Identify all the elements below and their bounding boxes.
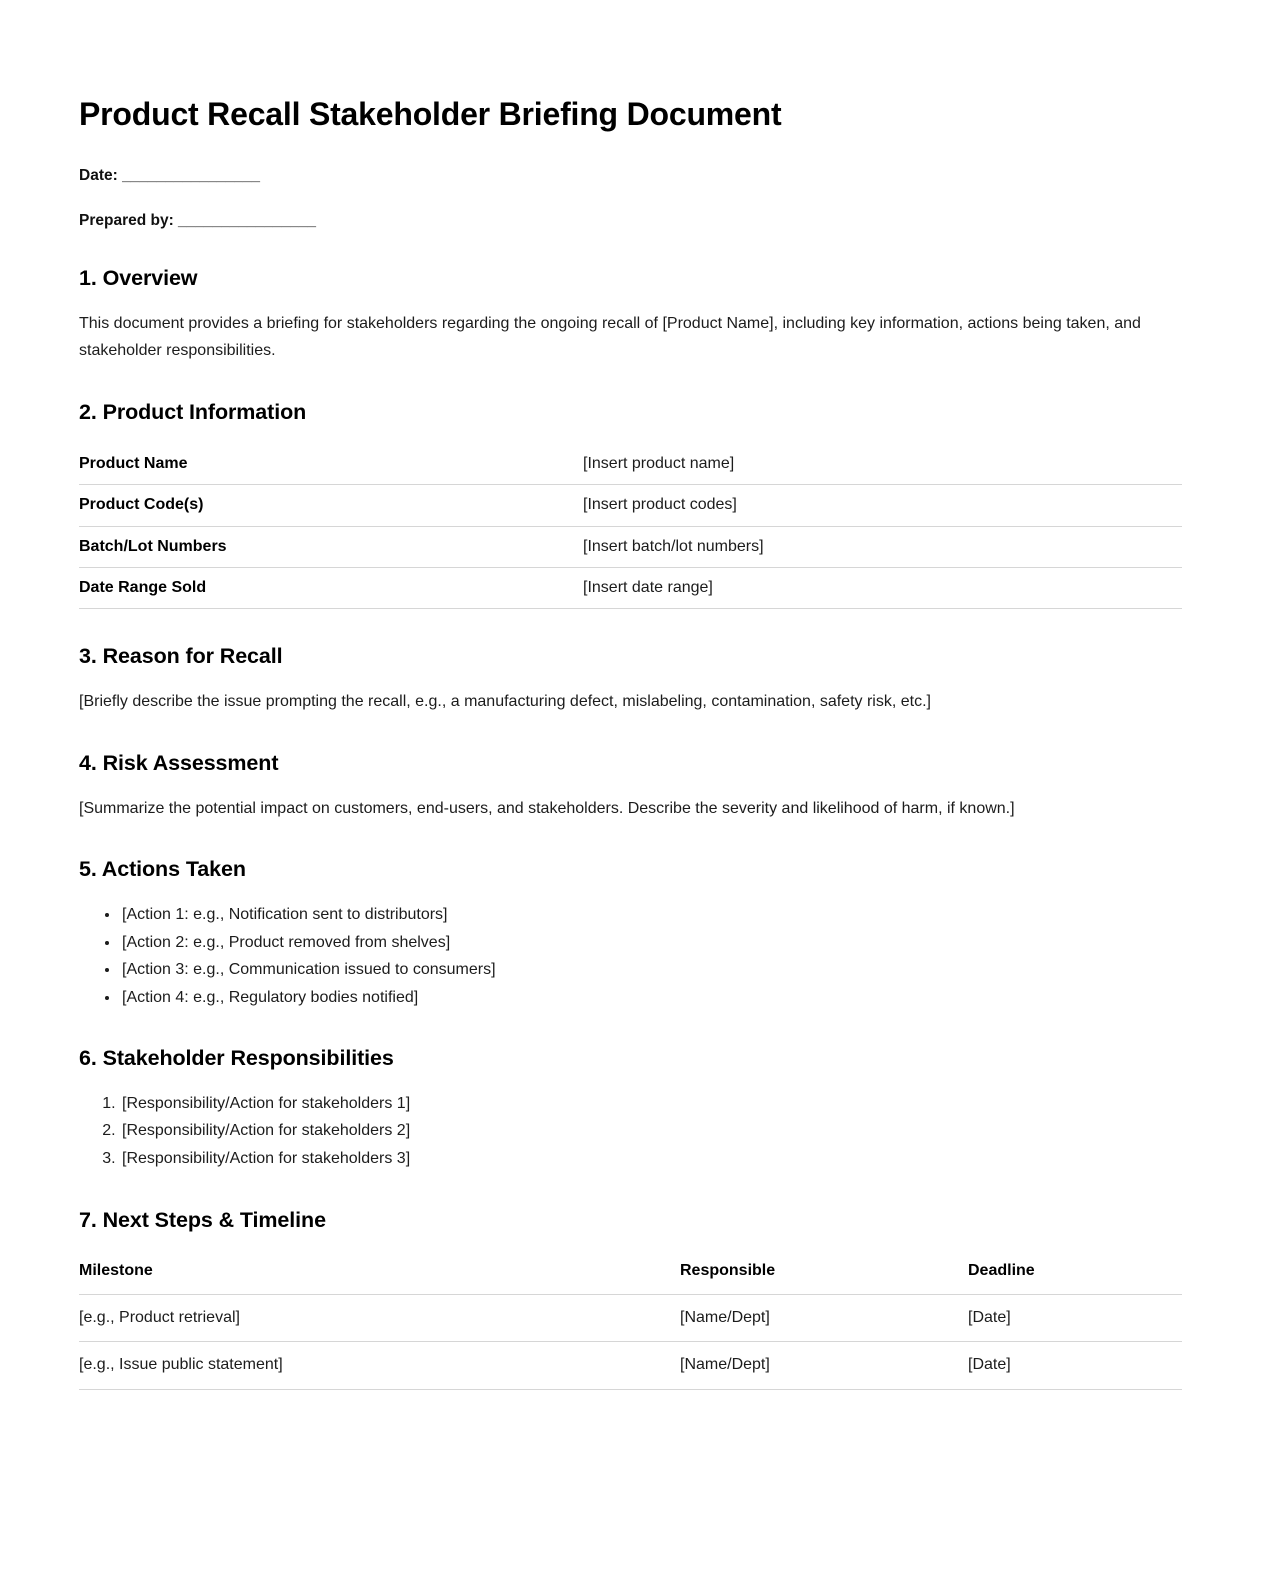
- table-row: [79, 444, 1182, 485]
- table-row: [79, 526, 1182, 567]
- product-codes-value[interactable]: [Insert product codes]: [583, 485, 1182, 526]
- list-item: • [Action 2: e.g., Product removed from shelves]: [120, 929, 1182, 957]
- section-actions-taken: [79, 856, 1182, 1011]
- list-item: 1. [Responsibility/Action for stakeholders 1]: [120, 1090, 1182, 1118]
- deadline-cell[interactable]: [Date]: [968, 1294, 1182, 1341]
- date-field[interactable]: Date: ________________: [79, 166, 260, 184]
- risk-assessment-paragraph: [Summarize the potential impact on customers, end-users, and stakeholders. Describe the severity and likelihood of harm, if known.]: [79, 799, 1015, 817]
- milestone-cell[interactable]: [e.g., Issue public statement]: [79, 1342, 680, 1389]
- date-range-sold-label: Date Range Sold: [79, 567, 583, 608]
- page-title: Product Recall Stakeholder Briefing Document: [79, 96, 782, 132]
- stakeholder-responsibilities-list: [79, 1090, 1182, 1173]
- section-next-steps-timeline: [79, 1207, 1182, 1390]
- section-heading-risk-assessment: 4. Risk Assessment: [79, 750, 279, 775]
- section-heading-product-information: 2. Product Information: [79, 399, 307, 424]
- product-codes-label: Product Code(s): [79, 485, 583, 526]
- section-heading-reason-for-recall: 3. Reason for Recall: [79, 644, 283, 669]
- table-row: [79, 485, 1182, 526]
- product-information-table: [79, 444, 1182, 610]
- section-heading-next-steps-timeline: 7. Next Steps & Timeline: [79, 1207, 326, 1232]
- reason-for-recall-paragraph: [Briefly describe the issue prompting the recall, e.g., a manufacturing defect, mislabeling, contamination, safety risk, etc.]: [79, 693, 931, 711]
- column-header-responsible: Responsible: [680, 1251, 968, 1294]
- product-name-value[interactable]: [Insert product name]: [583, 444, 1182, 485]
- list-item: 3. [Responsibility/Action for stakeholders 3]: [120, 1145, 1182, 1173]
- batch-lot-numbers-value[interactable]: [Insert batch/lot numbers]: [583, 526, 1182, 567]
- responsible-cell[interactable]: [Name/Dept]: [680, 1294, 968, 1341]
- prepared-by-field[interactable]: Prepared by: ________________: [79, 211, 316, 229]
- next-steps-timeline-table: [79, 1251, 1182, 1389]
- batch-lot-numbers-label: Batch/Lot Numbers: [79, 526, 583, 567]
- section-reason-for-recall: [79, 643, 1182, 715]
- section-product-information: [79, 399, 1182, 609]
- column-header-deadline: Deadline: [968, 1251, 1182, 1294]
- table-row: [79, 567, 1182, 608]
- section-stakeholder-responsibilities: [79, 1045, 1182, 1172]
- section-heading-overview: 1. Overview: [79, 266, 198, 291]
- list-item: • [Action 4: e.g., Regulatory bodies notified]: [120, 984, 1182, 1012]
- section-heading-actions-taken: 5. Actions Taken: [79, 857, 246, 882]
- table-row: [79, 1342, 1182, 1389]
- section-risk-assessment: [79, 750, 1182, 822]
- table-row: [79, 1294, 1182, 1341]
- section-overview: [79, 265, 1182, 365]
- list-item: • [Action 1: e.g., Notification sent to distributors]: [120, 901, 1182, 929]
- table-header-row: [79, 1251, 1182, 1294]
- milestone-cell[interactable]: [e.g., Product retrieval]: [79, 1294, 680, 1341]
- date-range-sold-value[interactable]: [Insert date range]: [583, 567, 1182, 608]
- list-item: • [Action 3: e.g., Communication issued to consumers]: [120, 956, 1182, 984]
- overview-paragraph: This document provides a briefing for stakeholders regarding the ongoing recall of [Product Name], including key information, actions being taken, and stakeholder responsibilities.: [79, 314, 1141, 360]
- actions-taken-list: [79, 901, 1182, 1011]
- deadline-cell[interactable]: [Date]: [968, 1342, 1182, 1389]
- responsible-cell[interactable]: [Name/Dept]: [680, 1342, 968, 1389]
- list-item: 2. [Responsibility/Action for stakeholders 2]: [120, 1117, 1182, 1145]
- column-header-milestone: Milestone: [79, 1251, 680, 1294]
- product-name-label: Product Name: [79, 444, 583, 485]
- section-heading-stakeholder-responsibilities: 6. Stakeholder Responsibilities: [79, 1046, 394, 1071]
